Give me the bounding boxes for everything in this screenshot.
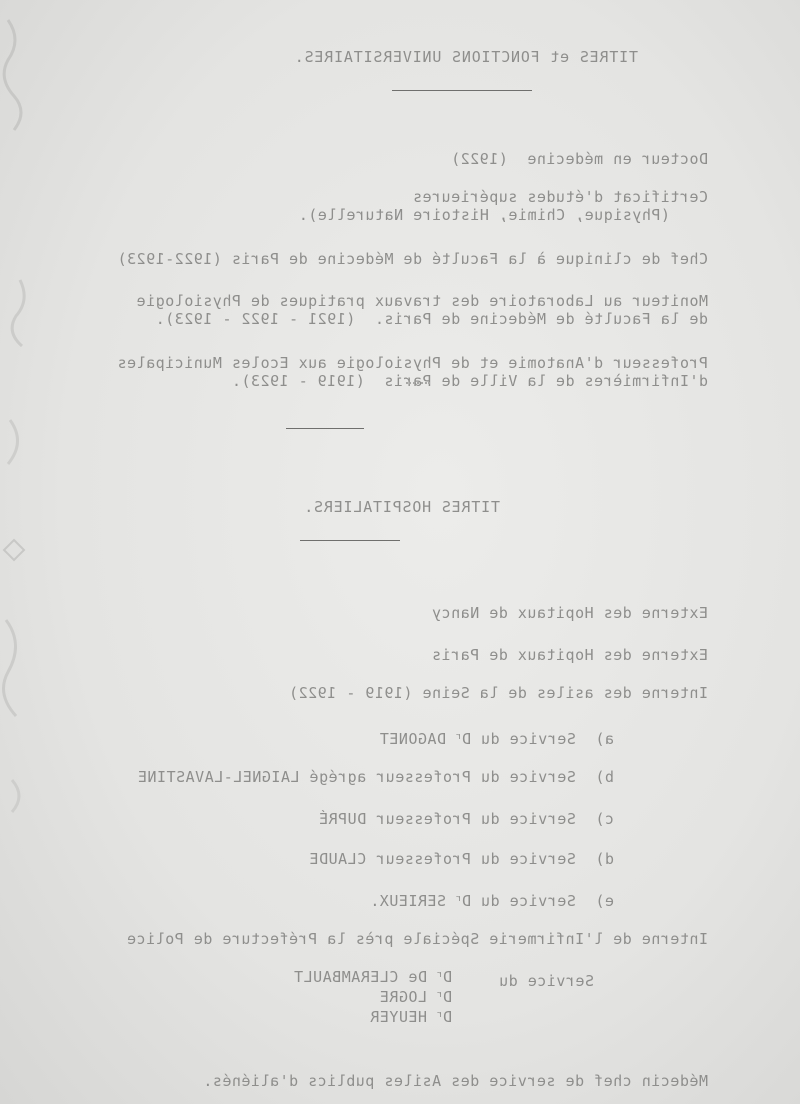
service-item-a: a) Service du $D^r$ DAGONET xyxy=(379,730,614,748)
doctor-heuyer: $D^r$ HEUYER xyxy=(369,1008,452,1026)
service-item-d: d) Service du Professeur CLAUDE xyxy=(309,850,614,868)
externe-nancy-line: Externe des Hopitaux de Nancy xyxy=(431,604,708,622)
certificat-detail-line: (Physique, Chimie, Histoire Naturelle). xyxy=(298,206,670,224)
section-title-hospitaliers: TITRES HOSPITALIERS. xyxy=(303,498,500,516)
infirmerie-line: Interne de l'Infirmerie Spéciale près la Préfecture de Police xyxy=(126,930,708,948)
moniteur-detail-line: de la Faculté de Médecine de Paris. (1921 - 1922 - 1923). xyxy=(155,310,708,328)
section-title-universitaires: TITRES et FONCTIONS UNIVERSITAIRES. xyxy=(293,48,638,66)
doctor-logre: $D^r$ LOGRE xyxy=(379,988,452,1006)
interne-asiles-line: Interne des asiles de la Seine (1919 - 1922) xyxy=(288,684,708,702)
faint-dots xyxy=(406,382,430,386)
service-du-label: Service du xyxy=(498,972,594,990)
moniteur-line: Moniteur au Laboratoire des travaux pratiques de Physiologie xyxy=(136,292,708,310)
service-item-b: b) Service du Professeur agrégé LAIGNEL-LAVASTINE xyxy=(137,768,614,786)
professeur-line: Professeur d'Anatomie et de Physiologie aux Ecoles Municipales xyxy=(117,354,708,372)
doctor-clerambault: $D^r$ De CLERAMBAULT xyxy=(293,968,452,986)
service-item-e: e) Service du $D^r$ SERIEUX. xyxy=(369,892,614,910)
docteur-line: Docteur en médecine (1922) xyxy=(450,150,708,168)
externe-paris-line: Externe des Hopitaux de Paris xyxy=(431,646,708,664)
certificat-line: Certificat d'études supérieures xyxy=(412,188,708,206)
professeur-detail-line: d'Infirmières de la Ville de Paris (1919 - 1923). xyxy=(231,372,708,390)
title-underline xyxy=(392,90,532,91)
service-item-c: c) Service du Professeur DUPRÉ xyxy=(318,810,614,828)
chef-clinique-line: Chef de clinique à la Faculté de Médecine de Paris (1922-1923) xyxy=(117,250,708,268)
title-underline xyxy=(300,540,400,541)
medecin-chef-line: Médecin chef de service des Asiles publics d'aliénés. xyxy=(202,1072,708,1090)
section-divider xyxy=(286,428,364,429)
